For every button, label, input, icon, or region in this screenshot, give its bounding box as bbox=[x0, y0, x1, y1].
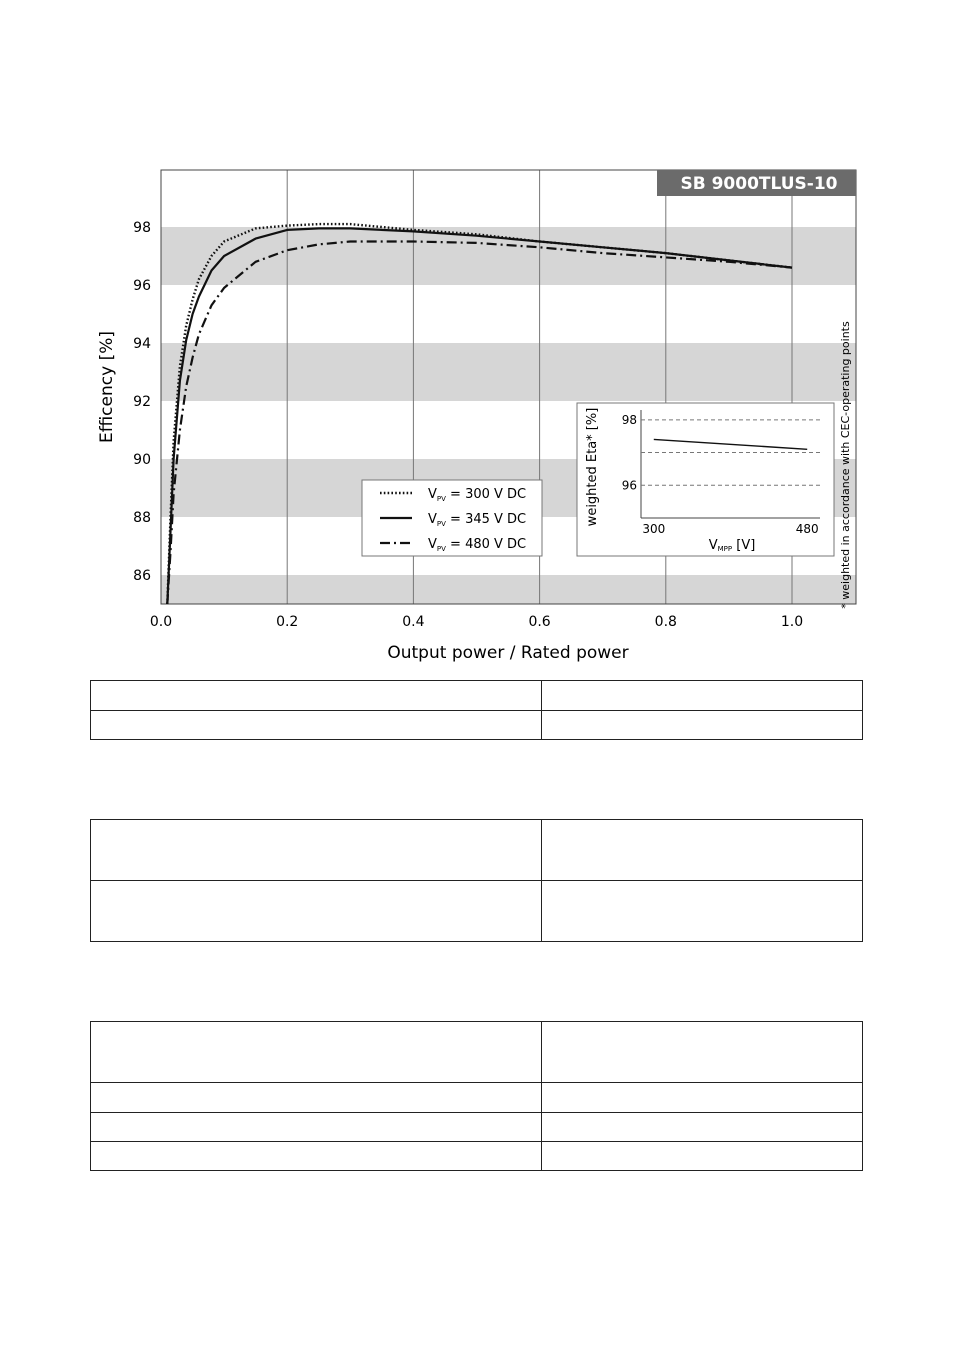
inset-chart bbox=[577, 403, 834, 556]
table-row bbox=[91, 1142, 863, 1171]
inset-x-tick-label: 300 bbox=[642, 522, 666, 536]
y-tick-label: 96 bbox=[133, 278, 151, 294]
table-row bbox=[91, 1083, 863, 1113]
table-cell bbox=[91, 1022, 542, 1083]
table-cell bbox=[542, 711, 863, 740]
table-2 bbox=[90, 819, 863, 942]
table-cell bbox=[542, 1083, 863, 1113]
table-cell bbox=[91, 681, 542, 711]
table-cell bbox=[542, 1142, 863, 1171]
table-row bbox=[91, 881, 863, 942]
x-axis-label: Output power / Rated power bbox=[387, 643, 629, 663]
inset-y-tick-label: 96 bbox=[621, 478, 637, 493]
table-cell bbox=[542, 1022, 863, 1083]
table-cell bbox=[91, 1083, 542, 1113]
y-axis-label: Efficency [%] bbox=[97, 331, 117, 443]
y-tick-label: 98 bbox=[133, 220, 151, 236]
x-tick-label: 0.4 bbox=[402, 614, 425, 630]
inset-y-label: weighted Eta* [%] bbox=[585, 407, 600, 527]
legend-label-1: $V_{PV} = 300$ V DC bbox=[428, 487, 527, 503]
table-cell bbox=[542, 1113, 863, 1142]
table-cell bbox=[542, 681, 863, 711]
y-tick-label: 92 bbox=[133, 394, 151, 410]
chart-title: SB 9000TLUS-10 bbox=[680, 174, 838, 194]
table-cell bbox=[91, 881, 542, 942]
table-row bbox=[91, 1022, 863, 1083]
table-cell bbox=[91, 1113, 542, 1142]
table-3 bbox=[90, 1021, 863, 1171]
table-row bbox=[91, 681, 863, 711]
footnote: * weighted in accordance with CEC-operating points bbox=[839, 321, 852, 609]
inset-x-tick-label: 480 bbox=[795, 522, 819, 536]
table-cell bbox=[91, 1142, 542, 1171]
y-tick-labels bbox=[133, 220, 151, 584]
y-tick-label: 94 bbox=[133, 336, 151, 352]
background-band bbox=[161, 575, 856, 604]
inset-x-label: VMPP [V] bbox=[708, 538, 756, 553]
x-tick-label: 0.6 bbox=[528, 614, 551, 630]
table-row bbox=[91, 1113, 863, 1142]
y-tick-label: 88 bbox=[133, 510, 151, 526]
x-tick-label: 1.0 bbox=[780, 614, 804, 630]
x-tick-label: 0.0 bbox=[149, 614, 173, 630]
legend-label-3: $V_{PV} = 480$ V DC bbox=[428, 537, 527, 553]
x-tick-label: 0.2 bbox=[276, 614, 299, 630]
table-cell bbox=[542, 881, 863, 942]
table-row bbox=[91, 820, 863, 881]
background-band bbox=[161, 343, 856, 401]
table-cell bbox=[91, 820, 542, 881]
y-tick-label: 86 bbox=[133, 568, 151, 584]
y-tick-label: 90 bbox=[133, 452, 151, 468]
x-tick-label: 0.8 bbox=[654, 614, 677, 630]
legend bbox=[362, 480, 542, 556]
table-row bbox=[91, 711, 863, 740]
table-cell bbox=[542, 820, 863, 881]
legend-label-2: $V_{PV} = 345$ V DC bbox=[428, 512, 527, 528]
table-cell bbox=[91, 711, 542, 740]
inset-y-tick-label: 98 bbox=[621, 412, 637, 427]
x-tick-labels bbox=[150, 614, 803, 630]
table-1 bbox=[90, 680, 863, 740]
